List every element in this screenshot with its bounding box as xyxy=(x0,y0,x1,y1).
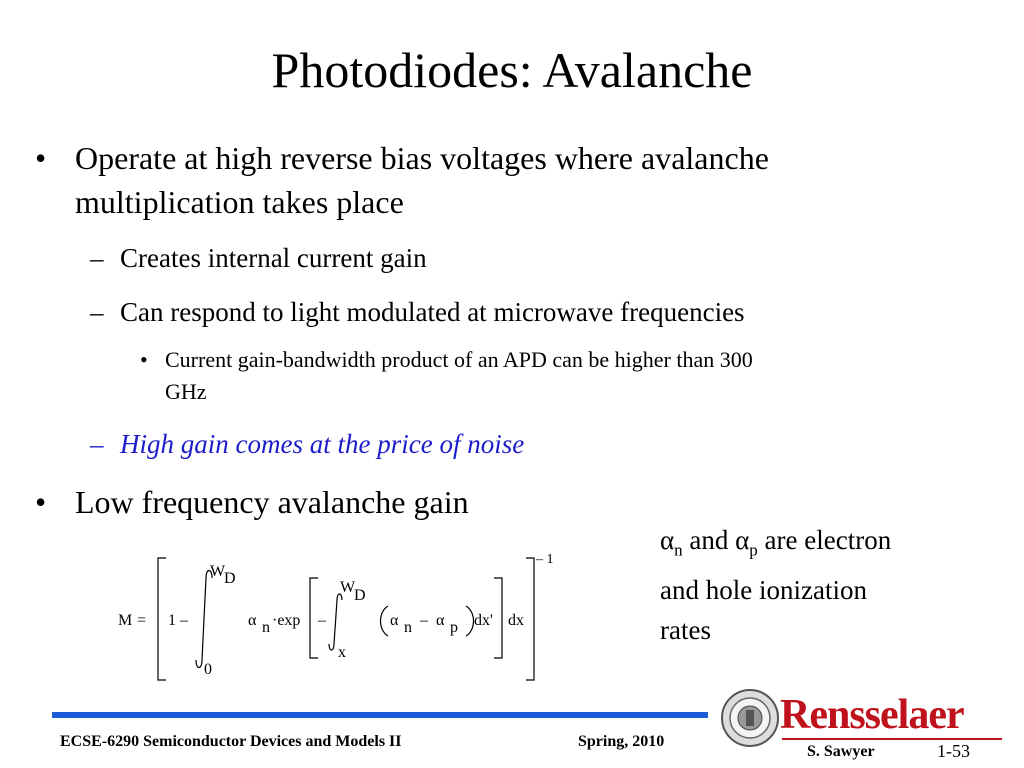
note-rest: are electron xyxy=(764,525,892,555)
eq-alpha3: α xyxy=(436,612,445,629)
bullet-text-line2: multiplication takes place xyxy=(75,184,404,220)
eq-dx-prime: dx' xyxy=(474,612,493,629)
eq-one: 1 xyxy=(168,612,176,629)
eq-upper2-D: D xyxy=(354,587,366,604)
eq-alpha2: α xyxy=(390,612,399,629)
note-and: and xyxy=(689,525,729,555)
ionization-note xyxy=(660,520,960,650)
eq-alpha: α xyxy=(248,612,257,629)
eq-sub-n: n xyxy=(262,619,270,636)
eq-equals: = xyxy=(137,612,147,629)
eq-upper-D: D xyxy=(224,570,236,587)
note-line2: and hole ionization xyxy=(660,575,867,606)
sub-sub-bullet-text-line2: GHz xyxy=(165,379,207,404)
note-line1 xyxy=(660,520,960,570)
bullet-marker: • xyxy=(35,484,47,520)
eq-dx: dx xyxy=(508,612,524,629)
logo-wordmark: Rensselaer xyxy=(780,692,964,738)
seal-icon xyxy=(720,688,780,748)
eq-lower-0: 0 xyxy=(204,661,212,678)
slide-title: Photodiodes: Avalanche xyxy=(271,42,753,98)
eq-minus: – xyxy=(180,612,188,629)
alpha-symbol: α xyxy=(660,525,675,555)
sub-sub-bullet-text: Current gain-bandwidth product of an APD can be higher than 300 xyxy=(165,347,753,372)
eq-lower-x: x xyxy=(338,644,346,661)
eq-minus3: – xyxy=(420,612,428,629)
eq-upper2-W: W xyxy=(340,579,356,596)
eq-exp: ·exp xyxy=(272,612,301,629)
eq-sub-p: p xyxy=(450,619,458,636)
alpha-symbol: α xyxy=(735,525,750,555)
sub-sub-bullet-marker: • xyxy=(140,347,148,372)
bullet-text: Low frequency avalanche gain xyxy=(75,484,469,520)
sub-bullet-marker: – xyxy=(90,243,104,273)
eq-minus2: – xyxy=(318,612,326,629)
eq-sub-n2: n xyxy=(404,619,412,636)
avalanche-gain-equation xyxy=(100,548,570,688)
subscript-n: n xyxy=(674,540,683,560)
eq-power: – 1 xyxy=(536,552,554,567)
footer-rule xyxy=(52,712,708,718)
subscript-p: p xyxy=(749,540,758,560)
bullet-marker: • xyxy=(35,140,47,176)
note-line3: rates xyxy=(660,615,711,646)
sub-bullet-text-highlight: High gain comes at the price of noise xyxy=(120,429,525,459)
page-number: 1-53 xyxy=(937,741,970,761)
sub-bullet-marker: – xyxy=(90,297,104,327)
eq-upper-W: W xyxy=(210,563,226,580)
sub-bullet-text: Creates internal current gain xyxy=(120,243,427,273)
footer-term: Spring, 2010 xyxy=(578,733,665,750)
footer-course: ECSE-6290 Semiconductor Devices and Models II xyxy=(60,733,402,750)
bullet-text: Operate at high reverse bias voltages where avalanche xyxy=(75,140,769,176)
logo-underline xyxy=(782,738,1002,740)
sub-bullet-marker: – xyxy=(90,429,104,459)
sub-bullet-text: Can respond to light modulated at microwave frequencies xyxy=(120,297,745,327)
eq-M: M xyxy=(118,612,133,629)
footer-author: S. Sawyer xyxy=(807,743,875,760)
